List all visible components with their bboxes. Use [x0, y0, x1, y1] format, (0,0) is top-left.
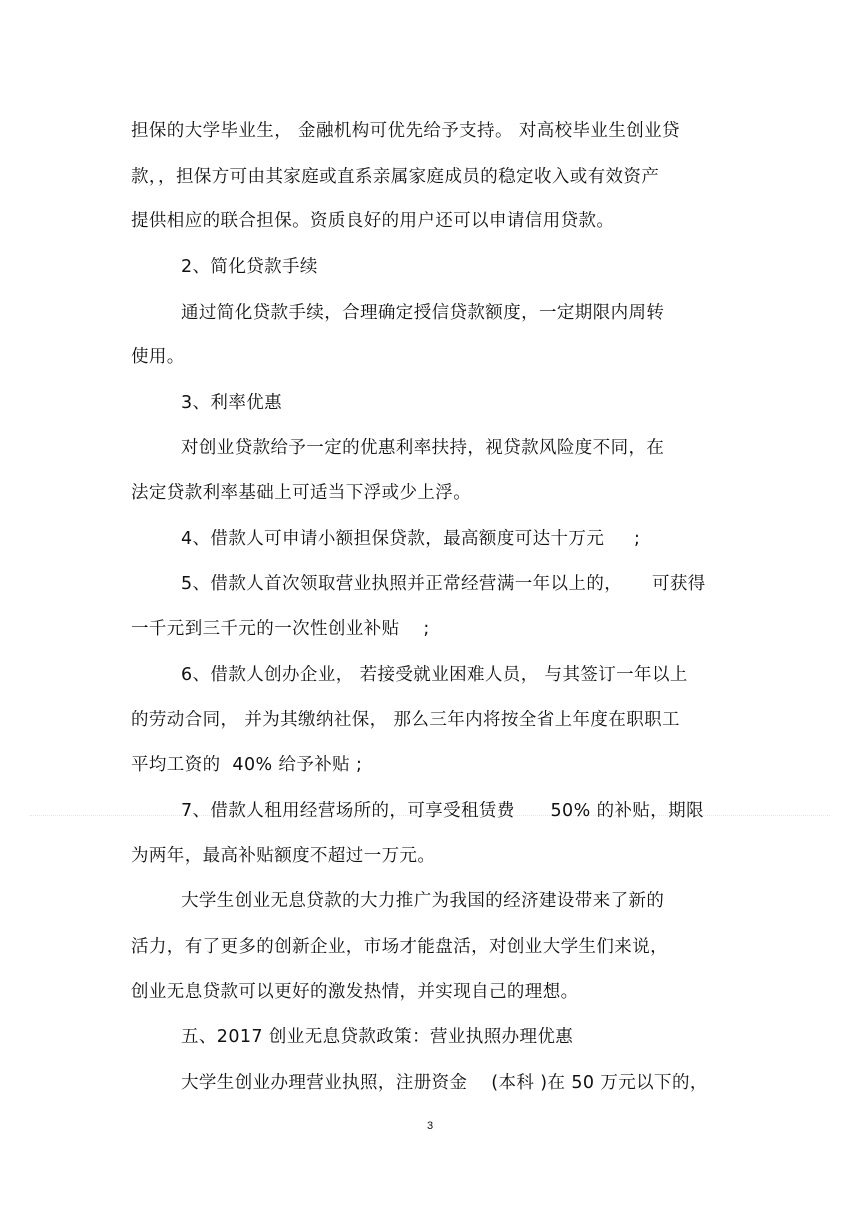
text-line: 创业无息贷款可以更好的激发热情，并实现自己的理想。: [131, 982, 579, 1002]
text-line: 法定贷款利率基础上可适当下浮或少上浮。: [131, 483, 472, 503]
text-line: 担保的大学毕业生， 金融机构可优先给予支持。 对高校毕业生创业贷: [131, 121, 680, 141]
text-line: 为两年，最高补贴额度不超过一万元。: [131, 846, 436, 866]
section-heading: 五、2017 创业无息贷款政策：营业执照办理优惠: [181, 1027, 574, 1047]
text-line: 平均工资的 40% 给予补贴 ;: [131, 755, 363, 775]
text-line: 大学生创业无息贷款的大力推广为我国的经济建设带来了新的: [181, 891, 665, 911]
text-line: 5、借款人首次领取营业执照并正常经营满一年以上的， 可获得: [181, 574, 706, 594]
text-line: 使用。: [131, 347, 185, 367]
text-line: 7、借款人租用经营场所的，可享受租赁费 50% 的补贴，期限: [181, 801, 704, 821]
text-line: 大学生创业办理营业执照，注册资金 (本科 )在 50 万元以下的，: [181, 1073, 708, 1093]
text-line: 6、借款人创办企业， 若接受就业困难人员， 与其签订一年以上: [181, 665, 688, 685]
text-line: 一千元到三千元的一次性创业补贴 ;: [131, 619, 430, 639]
text-line: 通过简化贷款手续，合理确定授信贷款额度，一定期限内周转: [181, 303, 665, 323]
text-line: 对创业贷款给予一定的优惠利率扶持，视贷款风险度不同，在: [181, 438, 665, 458]
page-number: 3: [426, 1120, 434, 1132]
text-line: 4、借款人可申请小额担保贷款，最高额度可达十万元 ;: [181, 529, 641, 549]
section-heading: 2、简化贷款手续: [181, 257, 318, 277]
text-line: 款，，担保方可由其家庭或直系亲属家庭成员的稳定收入或有效资产: [131, 167, 660, 187]
section-heading: 3、利率优惠: [181, 393, 283, 413]
text-line: 提供相应的联合担保。资质良好的用户还可以申请信用贷款。: [131, 211, 615, 231]
text-line: 活力，有了更多的创新企业，市场才能盘活，对创业大学生们来说，: [131, 937, 668, 957]
text-line: 的劳动合同， 并为其缴纳社保， 那么三年内将按全省上年度在职职工: [131, 710, 680, 730]
